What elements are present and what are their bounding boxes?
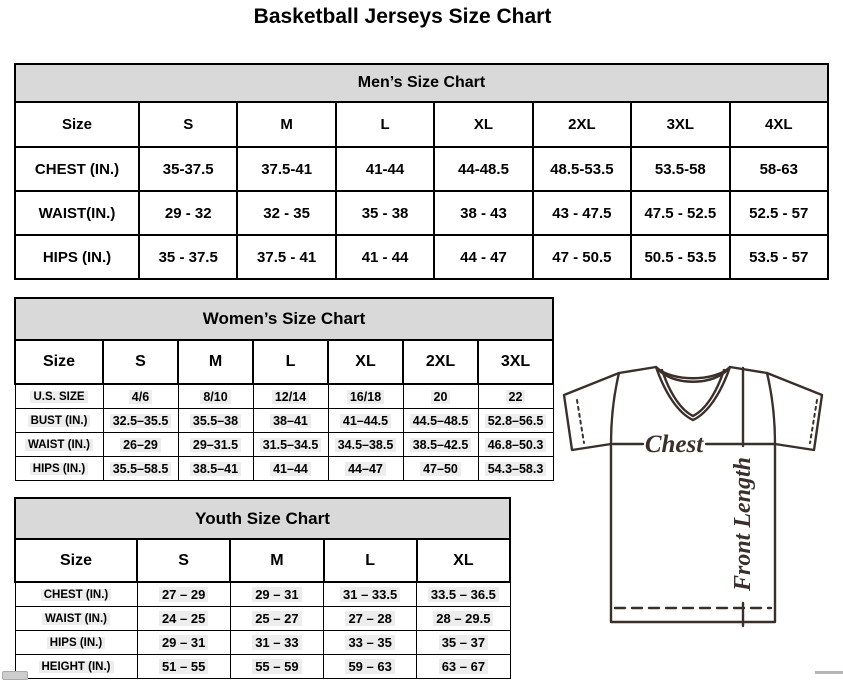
- table-title: Men’s Size Chart: [15, 64, 828, 102]
- row-label: WAIST(IN.): [15, 191, 139, 235]
- cell-value: 27 – 28: [324, 607, 417, 631]
- row-label: WAIST (IN.): [15, 433, 103, 457]
- column-header: Size: [15, 102, 139, 147]
- chest-label: Chest: [644, 431, 704, 458]
- table-row: [15, 147, 828, 191]
- cell-value: 52.8–56.5: [478, 409, 553, 433]
- column-header: M: [230, 539, 323, 582]
- cell-value: 38.5–41: [178, 457, 253, 481]
- cell-value: 38 - 43: [434, 191, 532, 235]
- column-header: Size: [15, 340, 103, 384]
- youth-size-table: [14, 497, 511, 679]
- cell-value: 25 – 27: [230, 607, 323, 631]
- cell-value: 22: [478, 384, 553, 409]
- table-row: [15, 631, 510, 655]
- row-label: HIPS (IN.): [15, 631, 137, 655]
- cell-value: 51 – 55: [137, 655, 230, 679]
- cell-value: 41 - 44: [336, 235, 434, 279]
- cell-value: 35 - 37.5: [139, 235, 237, 279]
- column-header: L: [324, 539, 417, 582]
- table-row: [15, 384, 553, 409]
- column-header: M: [237, 102, 335, 147]
- cell-value: 33 – 35: [324, 631, 417, 655]
- cell-value: 12/14: [253, 384, 328, 409]
- cell-value: 53.5 - 57: [730, 235, 828, 279]
- cell-value: 33.5 – 36.5: [417, 582, 510, 607]
- table-row: [15, 235, 828, 279]
- womens-size-table: [14, 297, 554, 481]
- column-header: XL: [417, 539, 510, 582]
- row-label: BUST (IN.): [15, 409, 103, 433]
- cell-value: 34.5–38.5: [328, 433, 403, 457]
- column-header: M: [178, 340, 253, 384]
- cell-value: 50.5 - 53.5: [631, 235, 729, 279]
- column-header: S: [103, 340, 178, 384]
- column-header: XL: [328, 340, 403, 384]
- table-title: Women’s Size Chart: [15, 298, 553, 340]
- cell-value: 29 – 31: [230, 582, 323, 607]
- row-label: WAIST (IN.): [15, 607, 137, 631]
- table-row: [15, 582, 510, 607]
- cell-value: 44 - 47: [434, 235, 532, 279]
- cell-value: 35-37.5: [139, 147, 237, 191]
- header-row: [15, 102, 828, 147]
- cell-value: 58-63: [730, 147, 828, 191]
- column-header: XL: [434, 102, 532, 147]
- cell-value: 29 - 32: [139, 191, 237, 235]
- horizontal-scrollbar-fragment[interactable]: [815, 671, 843, 674]
- cell-value: 38–41: [253, 409, 328, 433]
- cell-value: 28 – 29.5: [417, 607, 510, 631]
- column-header: L: [253, 340, 328, 384]
- cell-value: 29 – 31: [137, 631, 230, 655]
- cell-value: 46.8–50.3: [478, 433, 553, 457]
- cell-value: 35.5–38: [178, 409, 253, 433]
- cell-value: 41-44: [336, 147, 434, 191]
- cell-value: 47.5 - 52.5: [631, 191, 729, 235]
- cell-value: 37.5-41: [237, 147, 335, 191]
- table-row: [15, 655, 510, 679]
- cell-value: 38.5–42.5: [403, 433, 478, 457]
- column-header: 2XL: [403, 340, 478, 384]
- page-title: Basketball Jerseys Size Chart: [253, 5, 552, 28]
- row-label: HIPS (IN.): [15, 235, 139, 279]
- cell-value: 20: [403, 384, 478, 409]
- cell-value: 35 – 37: [417, 631, 510, 655]
- cell-value: 32 - 35: [237, 191, 335, 235]
- cell-value: 31.5–34.5: [253, 433, 328, 457]
- cell-value: 44-48.5: [434, 147, 532, 191]
- cell-value: 52.5 - 57: [730, 191, 828, 235]
- table-row: [15, 457, 553, 481]
- cell-value: 35.5–58.5: [103, 457, 178, 481]
- column-header: 2XL: [533, 102, 631, 147]
- column-header: S: [139, 102, 237, 147]
- column-header: 3XL: [631, 102, 729, 147]
- cell-value: 41–44.5: [328, 409, 403, 433]
- front-length-label: Front Length: [730, 456, 756, 592]
- cell-value: 54.3–58.3: [478, 457, 553, 481]
- cell-value: 47–50: [403, 457, 478, 481]
- cell-value: 43 - 47.5: [533, 191, 631, 235]
- cell-value: 44.5–48.5: [403, 409, 478, 433]
- table-row: [15, 433, 553, 457]
- cell-value: 47 - 50.5: [533, 235, 631, 279]
- column-header: S: [137, 539, 230, 582]
- cell-value: 8/10: [178, 384, 253, 409]
- jersey-outline: [564, 367, 822, 622]
- table-row: [15, 607, 510, 631]
- cell-value: 31 – 33.5: [324, 582, 417, 607]
- cell-value: 55 – 59: [230, 655, 323, 679]
- row-label: U.S. SIZE: [15, 384, 103, 409]
- row-label: HEIGHT (IN.): [15, 655, 137, 679]
- header-row: [15, 340, 553, 384]
- cell-value: 41–44: [253, 457, 328, 481]
- column-header: 4XL: [730, 102, 828, 147]
- table-title: Youth Size Chart: [15, 498, 510, 539]
- cell-value: 27 – 29: [137, 582, 230, 607]
- cell-value: 16/18: [328, 384, 403, 409]
- header-row: [15, 539, 510, 582]
- table-row: [15, 191, 828, 235]
- cell-value: 63 – 67: [417, 655, 510, 679]
- mens-size-table: [14, 63, 829, 280]
- cell-value: 59 – 63: [324, 655, 417, 679]
- cell-value: 26–29: [103, 433, 178, 457]
- cell-value: 32.5–35.5: [103, 409, 178, 433]
- table-row: [15, 409, 553, 433]
- cell-value: 29–31.5: [178, 433, 253, 457]
- row-label: HIPS (IN.): [15, 457, 103, 481]
- column-header: L: [336, 102, 434, 147]
- cell-value: 44–47: [328, 457, 403, 481]
- cell-value: 53.5-58: [631, 147, 729, 191]
- column-header: 3XL: [478, 340, 553, 384]
- jersey-measurement-diagram: [553, 358, 843, 670]
- column-header: Size: [15, 539, 137, 582]
- row-label: CHEST (IN.): [15, 582, 137, 607]
- row-label: CHEST (IN.): [15, 147, 139, 191]
- cell-value: 24 – 25: [137, 607, 230, 631]
- cell-value: 35 - 38: [336, 191, 434, 235]
- cell-value: 37.5 - 41: [237, 235, 335, 279]
- cell-value: 48.5-53.5: [533, 147, 631, 191]
- cell-value: 4/6: [103, 384, 178, 409]
- cell-value: 31 – 33: [230, 631, 323, 655]
